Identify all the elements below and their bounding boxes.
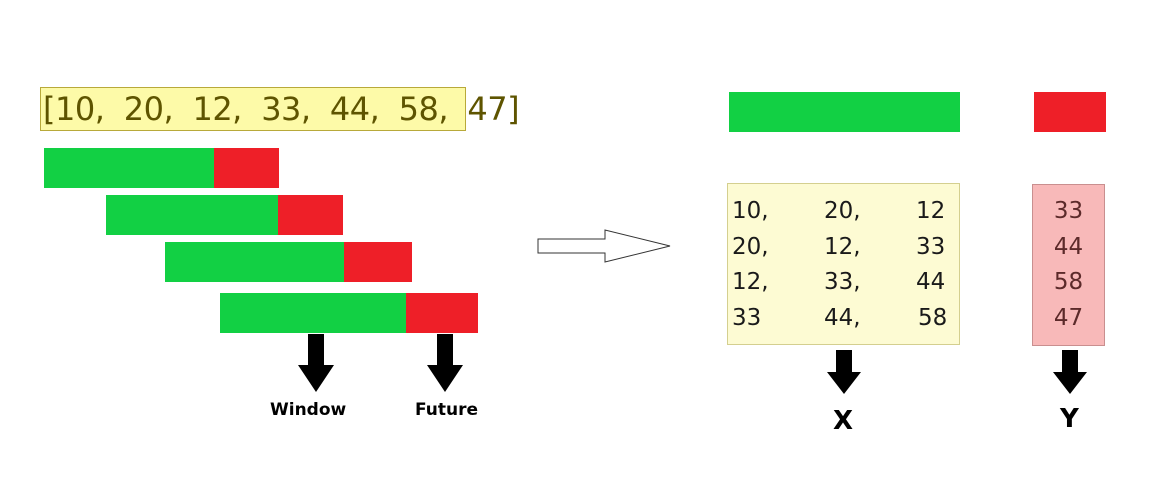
- x-cell-r3-c1: 12,: [732, 269, 769, 295]
- window-bar-4: [220, 293, 406, 333]
- future-bar-3: [344, 242, 412, 282]
- transform-arrow-icon: [537, 228, 673, 264]
- input-sequence: [10, 20, 12, 33, 44, 58, 47]: [40, 87, 466, 131]
- future-label: Future: [415, 400, 479, 420]
- window-bar-1: [44, 148, 214, 188]
- x-cell-r2-c2: 12,: [824, 234, 861, 260]
- x-cell-r1-c2: 20,: [824, 198, 861, 224]
- x-cell-r1-c3: 12: [916, 198, 946, 224]
- future-bar-4: [406, 293, 478, 333]
- window-bar-3: [165, 242, 344, 282]
- y-cell-4: 47: [1053, 305, 1084, 331]
- y-cell-2: 44: [1053, 234, 1084, 260]
- x-cell-r3-c2: 33,: [824, 269, 861, 295]
- future-bar-1: [214, 148, 279, 188]
- y-label: Y: [1060, 404, 1079, 434]
- x-cell-r3-c3: 44: [916, 269, 946, 295]
- window-label: Window: [270, 400, 347, 420]
- x-cell-r2-c1: 20,: [732, 234, 769, 260]
- x-cell-r1-c1: 10,: [732, 198, 769, 224]
- x-header-bar: [729, 92, 960, 132]
- y-down-arrow-icon: [1051, 350, 1091, 396]
- x-cell-r4-c3: 58: [918, 305, 948, 331]
- x-down-arrow-icon: [825, 350, 865, 396]
- y-cell-1: 33: [1053, 198, 1084, 224]
- y-header-bar: [1034, 92, 1106, 132]
- x-cell-r4-c1: 33: [732, 305, 762, 331]
- x-cell-r2-c3: 33: [916, 234, 946, 260]
- future-down-arrow-icon: [425, 334, 465, 394]
- x-label: X: [833, 406, 854, 436]
- x-cell-r4-c2: 44,: [824, 305, 861, 331]
- y-vector: [1032, 184, 1105, 346]
- y-cell-3: 58: [1053, 269, 1084, 295]
- future-bar-2: [278, 195, 343, 235]
- window-down-arrow-icon: [296, 334, 336, 394]
- x-matrix: [727, 183, 960, 345]
- window-bar-2: [106, 195, 278, 235]
